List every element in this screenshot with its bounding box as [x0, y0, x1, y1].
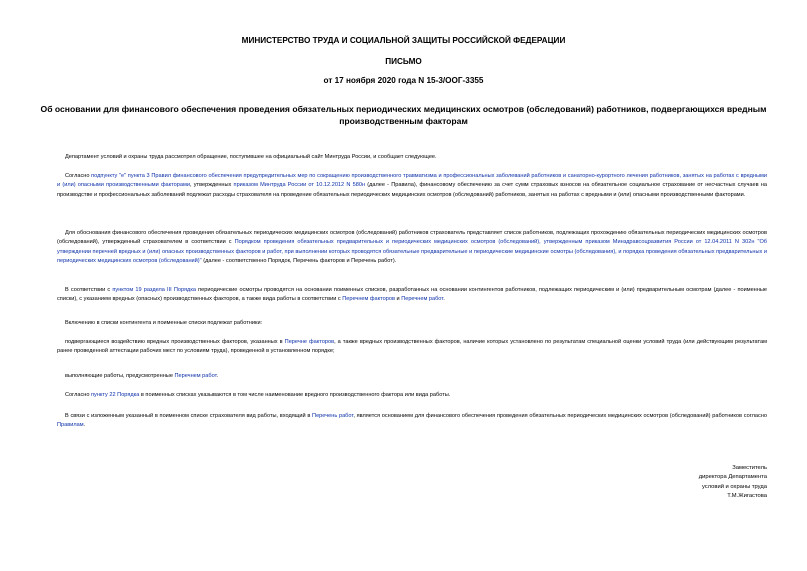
text: В связи с изложенным указанный в поименном списке страхователя вид работы, входящий в [65, 413, 313, 419]
document-date-number: от 17 ноября 2020 года N 15-3/ООГ-3355 [323, 76, 484, 85]
paragraph-works [57, 372, 767, 381]
link-rules-subpoint[interactable]: подпункту "е" пункта 3 Правил финансового обеспечения предупредительных мер по сокращению производственного травматизма и профессиональных заболеваний работников и санаторно-курортного лечения работников, занятых на работах с вредными и (или) опасными производственными факторами [57, 173, 767, 189]
paragraph-inclusion: Включению в списки контингента и поименные списки подлежат работники: [65, 320, 263, 326]
link-order-580n[interactable]: приказом Минтруда России от 10.12.2012 N 580н [233, 182, 366, 189]
document-title: Об основании для финансового обеспечения проведения обязательных периодических медицинских осмотров (обследований) работников, подвергающихся вредным производственным факторам [40, 104, 767, 126]
text: периодические осмотры проводятся на основании поименных списков, разработанных на основании контингентов работников, подлежащих периодическим и (или) предварительным осмотрам (далее - поименные списки), с указанием вредных (опасных) производственных факторов, а также вида работы в соответствии с [57, 287, 767, 303]
text: в поименных списках указываются в том числе наименование вредного производственного фактора или вида работы. [139, 392, 451, 398]
text: . [216, 373, 219, 379]
signature-department-line: директора Департамента [698, 474, 767, 481]
text: выполняющие работы, предусмотренные [65, 373, 175, 379]
link-rules[interactable]: Правилам [57, 422, 84, 429]
text: (далее - Правила), финансовому обеспечению за счет сумм страховых взносов на обязательное социальное страхование от несчастных случаев на производстве и профессиональных заболеваний подлежат расходы страхователя на проведение обязательных периодических медицинских осмотров (обследований) работников, занятых на работах с вредными и (или) опасными производственными факторами. [57, 182, 767, 198]
paragraph-harmful-factors [57, 338, 767, 357]
link-factors-list[interactable]: Перечнем факторов [342, 296, 395, 303]
link-works-list[interactable]: Перечнем работ [174, 373, 217, 379]
text: , утвержденных [189, 182, 234, 189]
paragraph-point-22 [57, 391, 767, 400]
text: . [83, 422, 86, 429]
text: , является основанием для финансового обеспечения проведения обязательных периодических медицинских осмотров (обследований) работников согласно [353, 413, 767, 419]
paragraph-intro: Департамент условий и охраны труда рассмотрел обращение, поступившее на официальный сайт Минтруда России, и сообщает следующее. [65, 154, 437, 160]
text: , а также вредных производственных факторов, наличие которых установлено по результатам специальной оценки условий труда (или действующим результатам ранее проведенной аттестации рабочих мест по условиям труда), проведенной в установленном порядке; [57, 339, 767, 355]
signature-division-line: условий и охраны труда [701, 483, 767, 490]
paragraph-justification [57, 229, 767, 266]
text: Для обоснования финансового обеспечения проведения обязательных периодических медицинских осмотров (обследований) работников страхователь представляет список работников, подлежащих прохождению обязательных периодических медицинских осмотров (обследований), утвержденный страхователем в соответствии с [57, 230, 767, 246]
link-point-19[interactable]: пунктом 19 раздела III Порядка [112, 287, 196, 293]
link-factors-list[interactable]: Перечне факторов [284, 339, 335, 345]
ministry-heading: МИНИСТЕРСТВО ТРУДА И СОЦИАЛЬНОЙ ЗАЩИТЫ РОССИЙСКОЙ ФЕДЕРАЦИИ [241, 36, 566, 45]
link-point-22[interactable]: пункту 22 Порядка [91, 392, 140, 398]
signature-name: Т.М.Жигастова [727, 493, 767, 500]
text: Согласно [65, 392, 91, 398]
link-works-list[interactable]: Перечень работ [312, 413, 354, 419]
signature-block [567, 464, 767, 502]
text: и [394, 296, 402, 303]
signature-position-line: Заместитель [732, 465, 767, 471]
text: (далее - соответственно Порядок, Перечень факторов и Перечень работ). [201, 257, 397, 264]
link-procedure-302n[interactable]: Порядком проведения обязательных предварительных и периодических медицинских осмотров (обследований), утвержденным приказом Минздравсоцразвития России от 12.04.2011 N 302н "Об утверждении перечней вредных и (или) опасных производственных факторов и работ, при выполнении которых проводятся обязательные предварительные и периодические медицинские осмотры (обследования), и порядка проведения обязательных предварительных и периодических медицинских осмотров (обследований)" [57, 239, 767, 264]
paragraph-point-19 [57, 286, 767, 305]
text: . [443, 296, 445, 303]
text: Согласно [65, 173, 92, 179]
paragraph-rules [57, 172, 767, 200]
text: подвергающиеся воздействию вредных производственных факторов, указанных в [65, 339, 285, 345]
link-works-list[interactable]: Перечнем работ [401, 296, 444, 303]
text: В соответствии с [65, 287, 113, 293]
document-type: ПИСЬМО [385, 57, 422, 66]
paragraph-conclusion [57, 412, 767, 431]
